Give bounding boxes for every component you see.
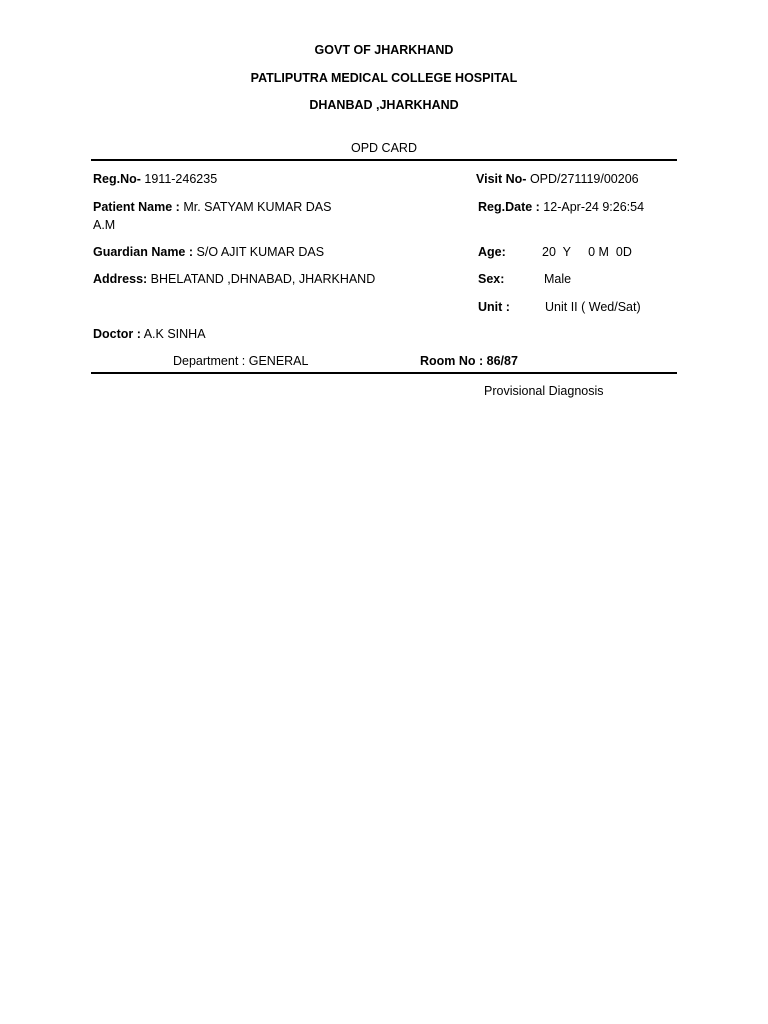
patient-name-value: Mr. SATYAM KUMAR DAS [179,200,332,214]
visit-no-field [476,172,639,186]
visit-no-label: Visit No- [476,172,527,186]
room-no-field: Room No : 86/87 [420,354,518,368]
govt-heading: GOVT OF JHARKHAND [314,43,454,57]
hospital-name: PATLIPUTRA MEDICAL COLLEGE HOSPITAL [250,71,518,85]
doctor-field [93,327,206,341]
address-label: Address: [93,272,148,286]
patient-name-field [93,200,331,214]
reg-no-label: Reg.No- [93,172,141,186]
guardian-name-field [93,245,324,259]
reg-date-value: 12-Apr-24 9:26:54 [539,200,645,214]
patient-name-label: Patient Name : [93,200,180,214]
hospital-location: DHANBAD ,JHARKHAND [309,98,459,112]
guardian-name-label: Guardian Name : [93,245,194,259]
unit-value: Unit II ( Wed/Sat) [545,300,641,314]
address-value: BHELATAND ,DHNABAD, JHARKHAND [147,272,376,286]
sex-label: Sex: [478,272,505,286]
doctor-value: A.K SINHA [140,327,206,341]
bottom-divider [91,372,677,374]
sex-value: Male [544,272,572,286]
age-value: 20 Y 0 M 0D [542,245,632,259]
reg-no-value: 1911-246235 [140,172,218,186]
reg-date-field [478,200,644,214]
reg-date-label: Reg.Date : [478,200,540,214]
unit-label: Unit : [478,300,510,314]
age-label: Age: [478,245,506,259]
guardian-name-value: S/O AJIT KUMAR DAS [193,245,325,259]
patient-name-continuation: A.M [93,218,116,232]
top-divider [91,159,677,161]
card-title: OPD CARD [351,141,417,155]
provisional-diagnosis-heading: Provisional Diagnosis [484,384,604,398]
reg-no-field [93,172,217,186]
doctor-label: Doctor : [93,327,141,341]
visit-no-value: OPD/271119/00206 [526,172,639,186]
department-field: Department : GENERAL [173,354,309,368]
address-field [93,272,375,286]
